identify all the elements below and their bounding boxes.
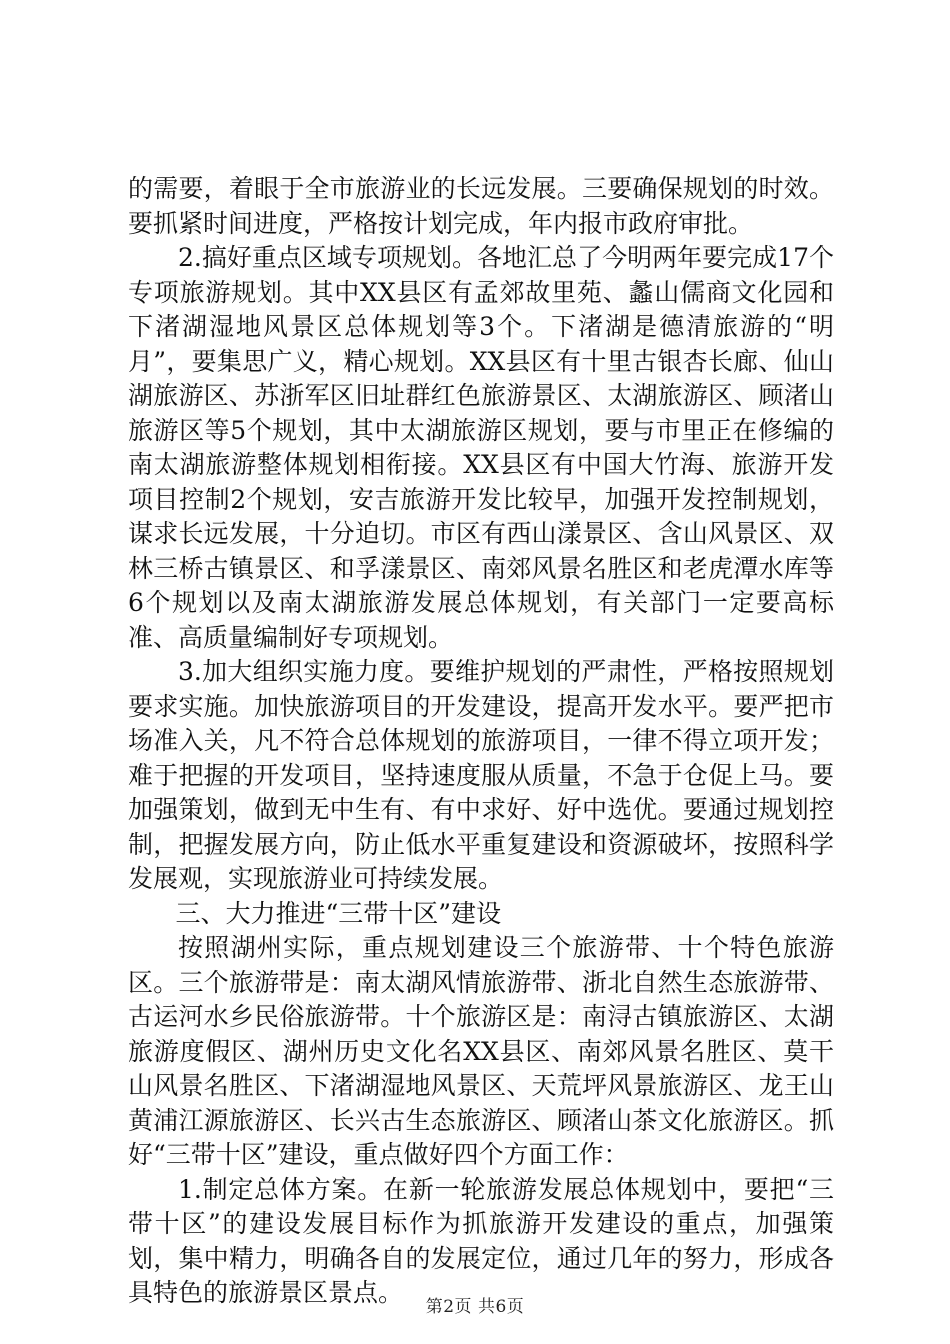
paragraph-item-3: 3.加大组织实施力度。要维护规划的严肃性，严格按照规划要求实施。加快旅游项目的开发建设，提高开发水平。要严把市场准入关，凡不符合总体规划的旅游项目，一律不得立项开发；难于把握的开发项目，坚持速度服从质量，不急于仓促上马。要加强策划，做到无中生有、有中求好、好中选优。要通过规划控制，把握发展方向，防止低水平重复建设和资源破坏，按照科学发展观，实现旅游业可持续发展。 <box>128 657 834 893</box>
paragraph-continuation: 的需要，着眼于全市旅游业的长远发展。三要确保规划的时效。要抓紧时间进度，严格按计划完成，年内报市政府审批。 <box>128 174 834 238</box>
paragraph-item-1: 1.制定总体方案。在新一轮旅游发展总体规划中，要把“三带十区”的建设发展目标作为抓旅游开发建设的重点，加强策划，集中精力，明确各自的发展定位，通过几年的努力，形成各具特色的旅游景区景点。 <box>128 1174 834 1307</box>
page-footer: 第2页 共6页 <box>425 1297 525 1317</box>
paragraph-section-intro: 按照湖州实际，重点规划建设三个旅游带、十个特色旅游区。三个旅游带是：南太湖风情旅游带、浙北自然生态旅游带、古运河水乡民俗旅游带。十个旅游区是：南浔古镇旅游区、太湖旅游度假区、湖州历史文化名XX县区、南郊风景名胜区、莫干山风景名胜区、下渚湖湿地风景区、天荒坪风景旅游区、龙王山黄浦江源旅游区、长兴古生态旅游区、顾渚山茶文化旅游区。抓好“三带十区”建设，重点做好四个方面工作： <box>128 933 834 1169</box>
paragraph-item-2: 2.搞好重点区域专项规划。各地汇总了今明两年要完成17个专项旅游规划。其中XX县区有孟郊故里苑、蠡山儒商文化园和下渚湖湿地风景区总体规划等3个。下渚湖是德清旅游的“明月”，要集思广义，精心规划。XX县区有十里古银杏长廊、仙山湖旅游区、苏浙军区旧址群红色旅游景区、太湖旅游区、顾渚山旅游区等5个规划，其中太湖旅游区规划，要与市里正在修编的南太湖旅游整体规划相衔接。XX县区有中国大竹海、旅游开发项目控制2个规划，安吉旅游开发比较早，加强开发控制规划，谋求长远发展，十分迫切。市区有西山漾景区、含山风景区、双林三桥古镇景区、和孚漾景区、南郊风景名胜区和老虎潭水库等6个规划以及南太湖旅游发展总体规划，有关部门一定要高标准、高质量编制好专项规划。 <box>128 243 834 652</box>
document-body <box>128 172 834 1311</box>
section-heading: 三、大力推进“三带十区”建设 <box>175 898 502 928</box>
